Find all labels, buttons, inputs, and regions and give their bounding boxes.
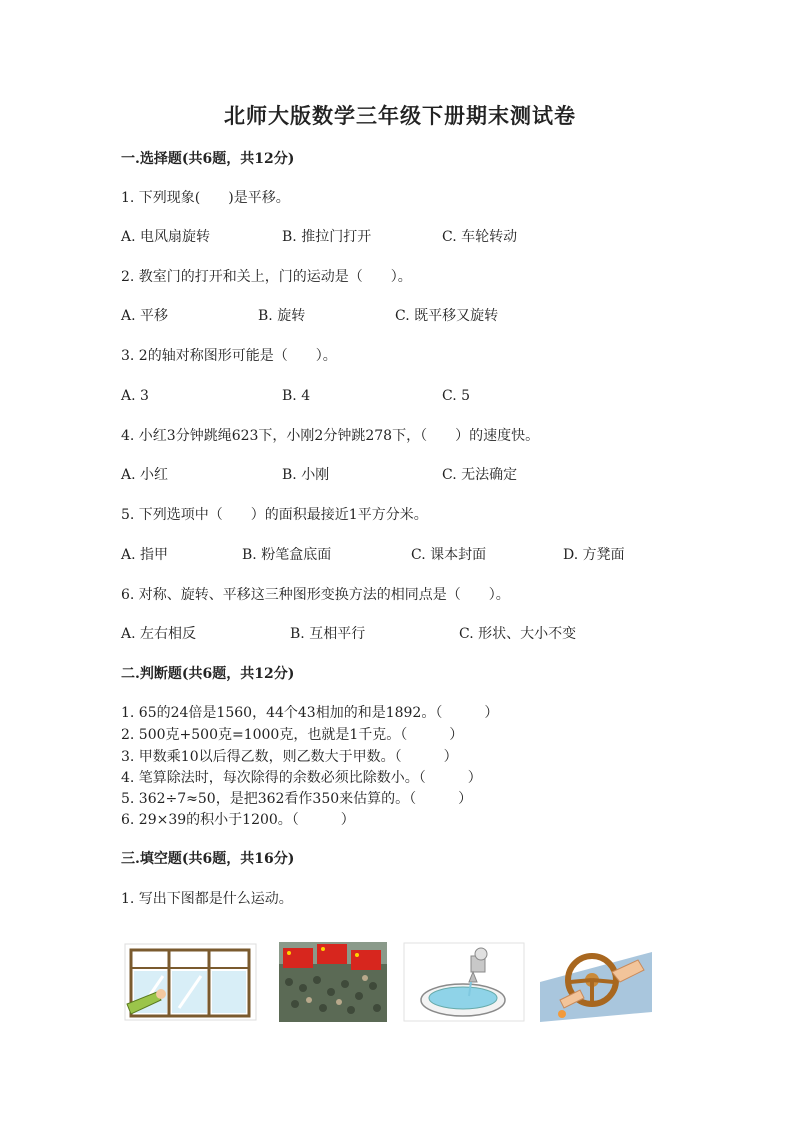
option-b: B. 4 bbox=[282, 388, 311, 404]
faucet-turning-image bbox=[403, 942, 525, 1022]
section-heading-choice: 一.选择题(共6题，共12分) bbox=[121, 151, 295, 167]
flag-raising-image bbox=[279, 942, 387, 1022]
option-c: C. 车轮转动 bbox=[442, 229, 518, 245]
judge-item: 6. 29×39的积小于1200。（ ） bbox=[121, 812, 355, 828]
judge-item: 1. 65的24倍是1560，44个43相加的和是1892。（ ） bbox=[121, 705, 499, 721]
section-heading-judge: 二.判断题(共6题，共12分) bbox=[121, 666, 295, 682]
window-sliding-image bbox=[123, 942, 258, 1022]
option-c: C. 5 bbox=[442, 388, 471, 404]
question-stem: 5. 下列选项中（ ）的面积最接近1平方分米。 bbox=[121, 507, 428, 523]
steering-wheel-image bbox=[540, 942, 652, 1022]
judge-item: 4. 笔算除法时，每次除得的余数必须比除数小。（ ） bbox=[121, 770, 482, 786]
option-c: C. 既平移又旋转 bbox=[395, 308, 499, 324]
question-stem: 2. 教室门的打开和关上，门的运动是（ ）。 bbox=[121, 269, 412, 285]
option-c: C. 课本封面 bbox=[411, 547, 487, 563]
question-stem: 6. 对称、旋转、平移这三种图形变换方法的相同点是（ ）。 bbox=[121, 587, 510, 603]
option-a: A. 平移 bbox=[121, 308, 169, 324]
option-d: D. 方凳面 bbox=[563, 547, 625, 563]
page-title: 北师大版数学三年级下册期末测试卷 bbox=[224, 103, 576, 128]
option-a: A. 左右相反 bbox=[121, 626, 197, 642]
question-stem: 1. 下列现象( )是平移。 bbox=[121, 190, 290, 206]
option-a: A. 小红 bbox=[121, 467, 169, 483]
question-stem: 1. 写出下图都是什么运动。 bbox=[121, 891, 293, 907]
option-a: A. 指甲 bbox=[121, 547, 169, 563]
option-a: A. 3 bbox=[121, 388, 149, 404]
question-stem: 4. 小红3分钟跳绳623下，小刚2分钟跳278下，（ ）的速度快。 bbox=[121, 428, 540, 444]
judge-item: 5. 362÷7≈50，是把362看作350来估算的。（ ） bbox=[121, 791, 473, 807]
judge-item: 3. 甲数乘10以后得乙数，则乙数大于甲数。（ ） bbox=[121, 749, 458, 765]
section-heading-fill: 三.填空题(共6题，共16分) bbox=[121, 851, 295, 867]
option-b: B. 推拉门打开 bbox=[282, 229, 372, 245]
option-a: A. 电风扇旋转 bbox=[121, 229, 211, 245]
option-b: B. 旋转 bbox=[258, 308, 306, 324]
option-b: B. 互相平行 bbox=[290, 626, 366, 642]
judge-item: 2. 500克+500克=1000克，也就是1千克。（ ） bbox=[121, 727, 464, 743]
question-stem: 3. 2的轴对称图形可能是（ ）。 bbox=[121, 348, 337, 364]
option-b: B. 小刚 bbox=[282, 467, 330, 483]
option-c: C. 形状、大小不变 bbox=[459, 626, 577, 642]
option-c: C. 无法确定 bbox=[442, 467, 518, 483]
option-b: B. 粉笔盒底面 bbox=[242, 547, 332, 563]
